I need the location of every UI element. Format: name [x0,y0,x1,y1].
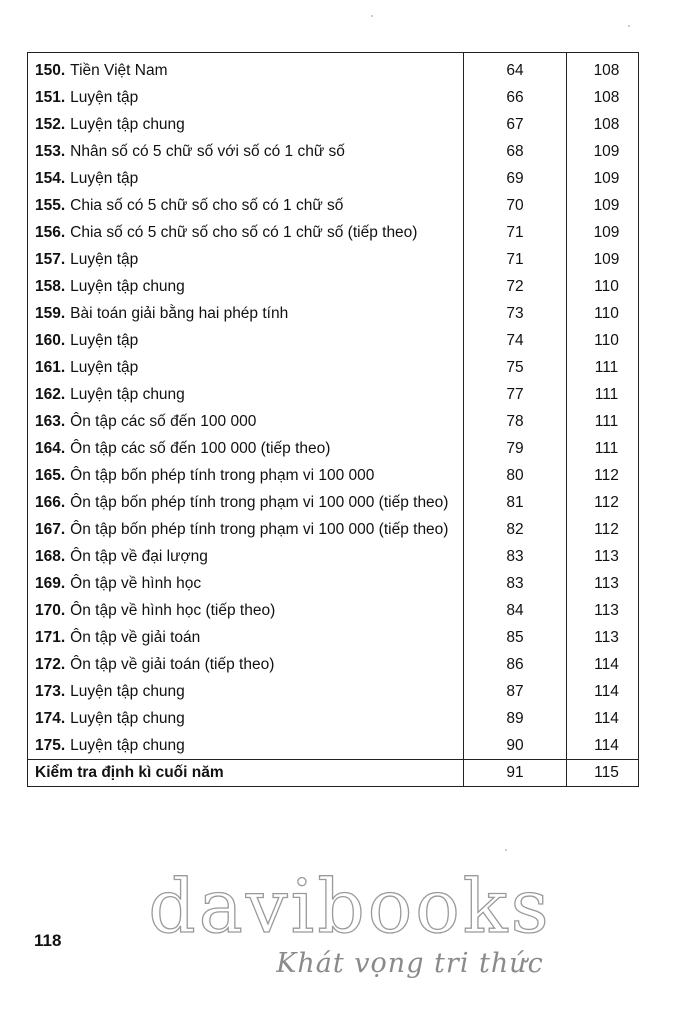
lesson-title: Bài toán giải bằng hai phép tính [70,304,289,322]
lesson-page-2: 113 [594,601,619,619]
toc-row [28,138,638,165]
lesson-title: Luyện tập [70,250,139,268]
lesson-page-2: 114 [594,709,619,727]
toc-row [28,678,638,705]
lesson-page-1: 69 [464,165,567,192]
lesson-number: 169. [35,574,66,592]
lesson-title: Ôn tập về hình học (tiếp theo) [70,601,276,619]
toc-row-title-cell [28,732,464,759]
toc-row-title-cell [28,597,464,624]
toc-row [28,543,638,570]
lesson-title: Ôn tập về hình học [70,574,202,592]
toc-row [28,516,638,543]
toc-row-title-cell [28,624,464,651]
lesson-page-1: 71 [464,219,567,246]
lesson-page-1: 87 [464,678,567,705]
lesson-page-1: 66 [464,84,567,111]
toc-row [28,705,638,732]
lesson-number: 161. [35,358,66,376]
lesson-number: 168. [35,547,66,565]
lesson-number: 151. [35,88,66,106]
table-of-contents [27,52,639,787]
toc-row [28,57,638,84]
toc-row [28,273,638,300]
lesson-title: Ôn tập bốn phép tính trong phạm vi 100 000 (tiếp theo) [70,493,449,511]
toc-row [28,435,638,462]
lesson-title: Ôn tập về đại lượng [70,547,208,565]
lesson-page-1: 90 [464,732,567,759]
lesson-page-2: 108 [593,115,620,133]
scan-speck [505,849,507,851]
toc-row-title-cell [28,516,464,543]
lesson-number: 162. [35,385,66,403]
lesson-page-2: 112 [594,493,619,511]
lesson-page-1: 77 [464,381,567,408]
lesson-page-2: 113 [594,628,619,646]
lesson-number: 153. [35,142,66,160]
lesson-page-1: 72 [464,273,567,300]
toc-row [28,597,638,624]
lesson-page-1: 84 [464,597,567,624]
lesson-number: 152. [35,115,66,133]
lesson-page-1: 81 [464,489,567,516]
toc-rows [28,57,638,759]
toc-row [28,354,638,381]
lesson-page-1: 83 [464,543,567,570]
lesson-number: 173. [35,682,66,700]
lesson-page-2: 113 [594,574,619,592]
lesson-page-2: 111 [594,412,619,430]
lesson-page-1: 89 [464,705,567,732]
toc-row [28,462,638,489]
lesson-title: Chia số có 5 chữ số cho số có 1 chữ số [70,196,344,214]
lesson-number: 156. [35,223,66,241]
toc-row-title-cell [28,300,464,327]
final-row-page-1: 91 [464,760,567,786]
lesson-number: 154. [35,169,66,187]
scan-speck [628,25,630,27]
lesson-page-1: 67 [464,111,567,138]
lesson-title: Luyện tập [70,169,139,187]
lesson-title: Ôn tập về giải toán [70,628,201,646]
lesson-page-2: 111 [594,385,619,403]
toc-row-title-cell [28,489,464,516]
lesson-page-2: 108 [593,61,620,79]
toc-row-title-cell [28,165,464,192]
toc-row [28,165,638,192]
watermark-brand: davibooks [148,864,552,950]
lesson-page-2: 108 [593,88,620,106]
lesson-number: 150. [35,61,66,79]
lesson-page-1: 68 [464,138,567,165]
toc-row-title-cell [28,219,464,246]
lesson-page-2: 114 [594,736,619,754]
toc-row-title-cell [28,327,464,354]
final-row-page-2: 115 [594,764,619,781]
toc-row [28,327,638,354]
lesson-page-1: 78 [464,408,567,435]
lesson-page-2: 109 [593,142,620,160]
toc-row-title-cell [28,651,464,678]
lesson-page-1: 75 [464,354,567,381]
lesson-title: Nhân số có 5 chữ số với số có 1 chữ số [70,142,345,160]
toc-row [28,408,638,435]
lesson-title: Ôn tập về giải toán (tiếp theo) [70,655,275,673]
toc-row [28,381,638,408]
lesson-title: Luyện tập [70,358,139,376]
lesson-number: 157. [35,250,66,268]
toc-row [28,624,638,651]
lesson-number: 170. [35,601,66,619]
lesson-title: Luyện tập [70,88,139,106]
toc-row [28,732,638,759]
lesson-page-2: 110 [594,304,619,322]
lesson-number: 171. [35,628,66,646]
lesson-page-2: 111 [594,358,619,376]
toc-row [28,300,638,327]
toc-row-title-cell [28,543,464,570]
toc-row-title-cell [28,111,464,138]
lesson-page-2: 114 [594,682,619,700]
lesson-title: Luyện tập chung [70,277,185,295]
toc-row [28,651,638,678]
lesson-title: Tiền Việt Nam [70,61,168,79]
toc-row [28,570,638,597]
lesson-number: 167. [35,520,66,538]
lesson-number: 165. [35,466,66,484]
lesson-page-1: 83 [464,570,567,597]
lesson-page-2: 114 [594,655,619,673]
toc-row-title-cell [28,192,464,219]
lesson-page-2: 110 [594,331,619,349]
lesson-number: 160. [35,331,66,349]
toc-row-title-cell [28,678,464,705]
lesson-page-2: 109 [593,169,620,187]
toc-row-title-cell [28,570,464,597]
lesson-title: Ôn tập bốn phép tính trong phạm vi 100 000 [70,466,375,484]
lesson-number: 172. [35,655,66,673]
lesson-page-2: 112 [594,466,619,484]
lesson-title: Luyện tập chung [70,115,185,133]
toc-row [28,192,638,219]
lesson-page-1: 64 [464,57,567,84]
lesson-page-2: 109 [593,223,620,241]
toc-row-title-cell [28,84,464,111]
lesson-page-1: 74 [464,327,567,354]
lesson-title: Luyện tập [70,331,139,349]
toc-row-title-cell [28,381,464,408]
lesson-title: Luyện tập chung [70,709,185,727]
toc-row-title-cell [28,462,464,489]
toc-row-title-cell [28,246,464,273]
toc-row [28,111,638,138]
lesson-page-1: 86 [464,651,567,678]
lesson-number: 163. [35,412,66,430]
toc-row-title-cell [28,57,464,84]
lesson-page-2: 111 [594,439,619,457]
lesson-page-2: 109 [593,196,620,214]
lesson-page-1: 73 [464,300,567,327]
lesson-title: Ôn tập các số đến 100 000 (tiếp theo) [70,439,331,457]
lesson-page-1: 70 [464,192,567,219]
lesson-page-1: 82 [464,516,567,543]
toc-row-title-cell [28,435,464,462]
page-number: 118 [34,931,62,950]
lesson-title: Luyện tập chung [70,385,185,403]
lesson-number: 175. [35,736,66,754]
lesson-page-2: 109 [593,250,620,268]
lesson-page-2: 112 [594,520,619,538]
lesson-title: Chia số có 5 chữ số cho số có 1 chữ số (tiếp theo) [70,223,418,241]
lesson-page-1: 71 [464,246,567,273]
scan-speck [371,15,373,17]
toc-row [28,246,638,273]
lesson-page-2: 113 [594,547,619,565]
toc-row [28,84,638,111]
toc-row-title-cell [28,354,464,381]
toc-row-title-cell [28,273,464,300]
toc-row-title-cell [28,705,464,732]
lesson-title: Luyện tập chung [70,736,185,754]
lesson-number: 174. [35,709,66,727]
toc-final-row [28,759,638,786]
lesson-page-1: 80 [464,462,567,489]
watermark-logo [140,864,560,979]
lesson-number: 166. [35,493,66,511]
watermark-slogan: Khát vọng tri thức [276,948,544,979]
lesson-number: 158. [35,277,66,295]
lesson-title: Ôn tập bốn phép tính trong phạm vi 100 000 (tiếp theo) [70,520,449,538]
lesson-number: 164. [35,439,66,457]
toc-row-title-cell [28,408,464,435]
lesson-title: Luyện tập chung [70,682,185,700]
lesson-number: 155. [35,196,66,214]
toc-row [28,219,638,246]
lesson-number: 159. [35,304,66,322]
lesson-page-1: 85 [464,624,567,651]
lesson-title: Ôn tập các số đến 100 000 [70,412,257,430]
lesson-page-1: 79 [464,435,567,462]
toc-row [28,489,638,516]
final-row-title: Kiểm tra định kì cuối năm [35,764,224,781]
toc-row-title-cell [28,138,464,165]
lesson-page-2: 110 [594,277,619,295]
